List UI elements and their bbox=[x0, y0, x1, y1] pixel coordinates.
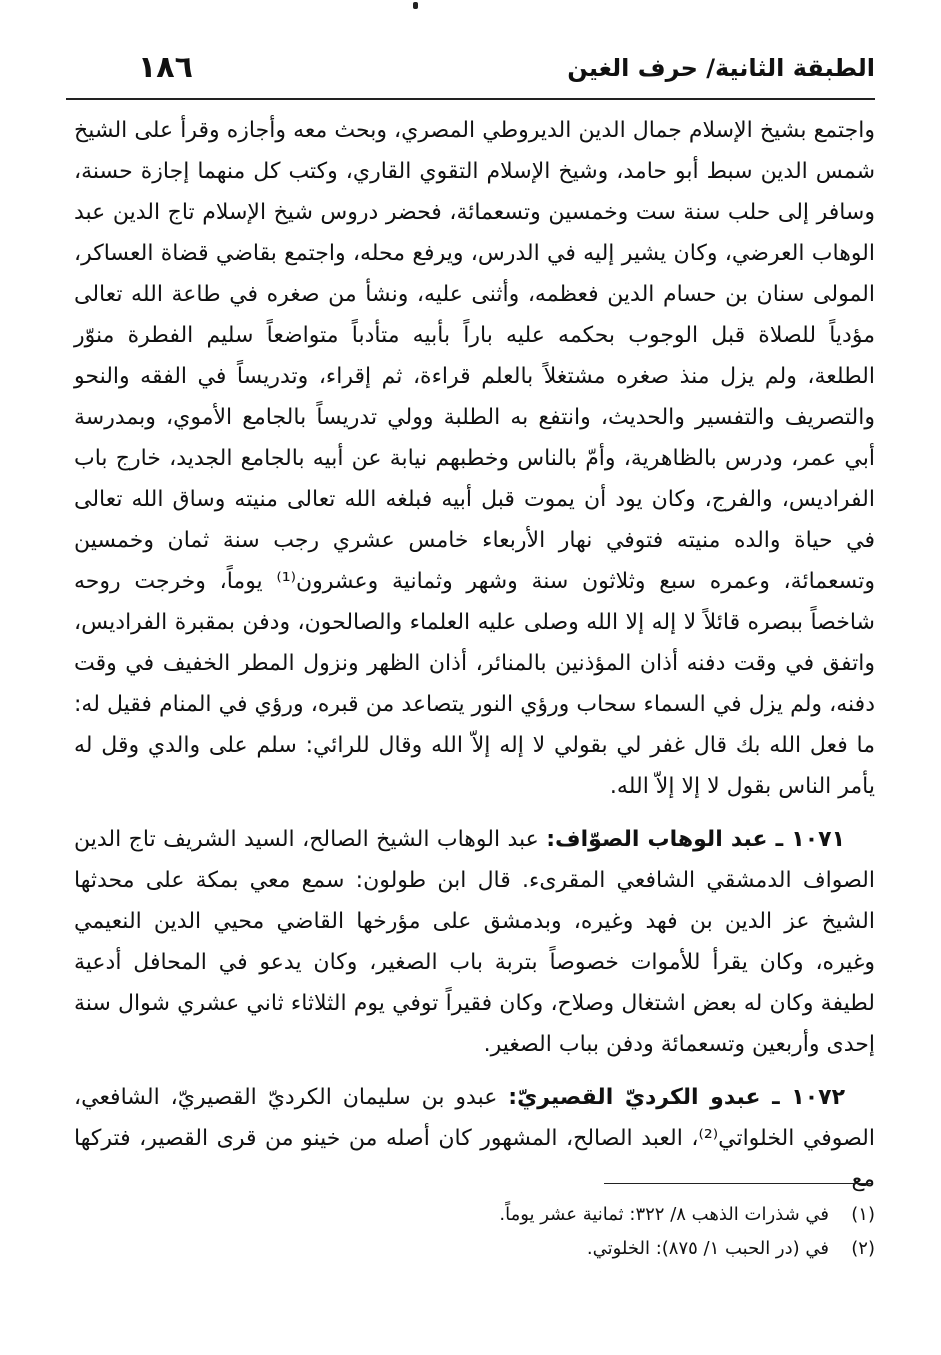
entry-heading: ١٠٧٢ ـ عبدو الكرديّ القصيريّ: bbox=[508, 1085, 845, 1110]
footnote-1 bbox=[300, 1198, 875, 1232]
entry-heading: ١٠٧١ ـ عبد الوهاب الصوّاف: bbox=[546, 827, 845, 852]
biography-entry-1071 bbox=[74, 819, 875, 1065]
footnotes bbox=[300, 1198, 875, 1266]
footnote-divider bbox=[604, 1183, 872, 1184]
running-head: الطبقة الثانية/ حرف الغين bbox=[567, 54, 875, 82]
main-text bbox=[74, 110, 875, 1200]
footnote-text: في شذرات الذهب ٨/ ٣٢٢: ثمانية عشر يوماً. bbox=[499, 1204, 829, 1225]
footnote-2 bbox=[300, 1232, 875, 1266]
scan-speck bbox=[413, 2, 418, 9]
footnote-text: في (در الحبب ١/ ٨٧٥): الخلوتي. bbox=[586, 1238, 829, 1259]
paragraph-continuation: واجتمع بشيخ الإسلام جمال الدين الديروطي المصري، وبحث معه وأجازه وقرأ على الشيخ شمس الدين سبط أبو حامد، وشيخ الإسلام التقوي القاري، وكتب كل منهما إجازة حسنة، وسافر إلى حلب سنة ست وخمسين وتسعمائة، فحضر دروس شيخ الإسلام تاج الدين عبد الوهاب العرضي، وكان يشير إليه في الدرس، ويرفع محله، واجتمع بقاضي قضاة العساكر، المولى سنان بن حسام الدين فعظمه، وأثنى عليه، ونشأ من صغره في طاعة الله تعالى مؤدياً للصلاة قبل الوجوب بحكمه عليه باراً بأبيه متأدباً متواضعاً سليم الفطرة منوّر الطلعة، ولم يزل منذ صغره مشتغلاً بالعلم قراءة، ثم إقراء، وتدريساً في الفقه والنحو والتصريف والتفسير والحديث، وانتفع به الطلبة وولي تدريساً بالجامع الأموي، وبمدرسة أبي عمر، ودرس بالظاهرية، وأمّ بالناس وخطبهم نيابة عن أبيه بالجامع الجديد، خارج باب الفراديس، والفرج، وكان يود أن يموت قبل أبيه فبلغه الله تعالى منيته وساق الله تعالى في حياة والده منيته فتوفي نهار الأربعاء خامس عشري رجب سنة ثمان وخمسين وتسعمائة، وعمره سبع وثلاثون سنة وشهر وثمانية وعشرون⁽¹⁾ يوماً، وخرجت روحه شاخصاً ببصره قائلاً لا إله إلا الله وصلى عليه العلماء والصالحون، ودفن بمقبرة الفراديس، واتفق في وقت دفنه أذان المؤذنين بالمنائر، أذان الظهر ونزول المطر الخفيف في وقت دفنه، ولم يزل في السماء سحاب ورؤي النور يتصاعد من قبره، ورؤي في المنام فقيل له: ما فعل الله بك قال غفر لي بقولي لا إله إلاّ الله وقال للرائي: سلم على والدي وقل له يأمر الناس بقول لا إلا إلاّ الله. bbox=[74, 118, 875, 799]
page-header bbox=[66, 50, 875, 100]
entry-text: عبد الوهاب الشيخ الصالح، السيد الشريف تاج الدين الصواف الدمشقي الشافعي المقرىء. قال ابن طولون: سمع معي بمكة على محدثها الشيخ عز الدين بن فهد وغيره، وبدمشق على مؤرخها القاضي محيي الدين النعيمي وغيره، وكان يقرأ للأموات خصوصاً بتربة باب الصغير، وكان يدعو في المحافل أدعية لطيفة وكان له بعض اشتغال وصلاح، وكان فقيراً توفي يوم الثلاثاء ثاني عشري شوال سنة إحدى وأربعين وتسعمائة ودفن بباب الصغير. bbox=[74, 827, 875, 1057]
biography-entry-1072 bbox=[74, 1077, 875, 1200]
footnote-number: (١) bbox=[851, 1204, 875, 1225]
entry-text: عبدو بن سليمان الكرديّ القصيريّ، الشافعي، الصوفي الخلواتي⁽²⁾، العبد الصالح، المشهور كان أصله من خينو من قرى القصير، فتركها مع bbox=[74, 1085, 875, 1192]
page-number: ١٨٦ bbox=[138, 50, 193, 85]
footnote-number: (٢) bbox=[851, 1238, 875, 1259]
